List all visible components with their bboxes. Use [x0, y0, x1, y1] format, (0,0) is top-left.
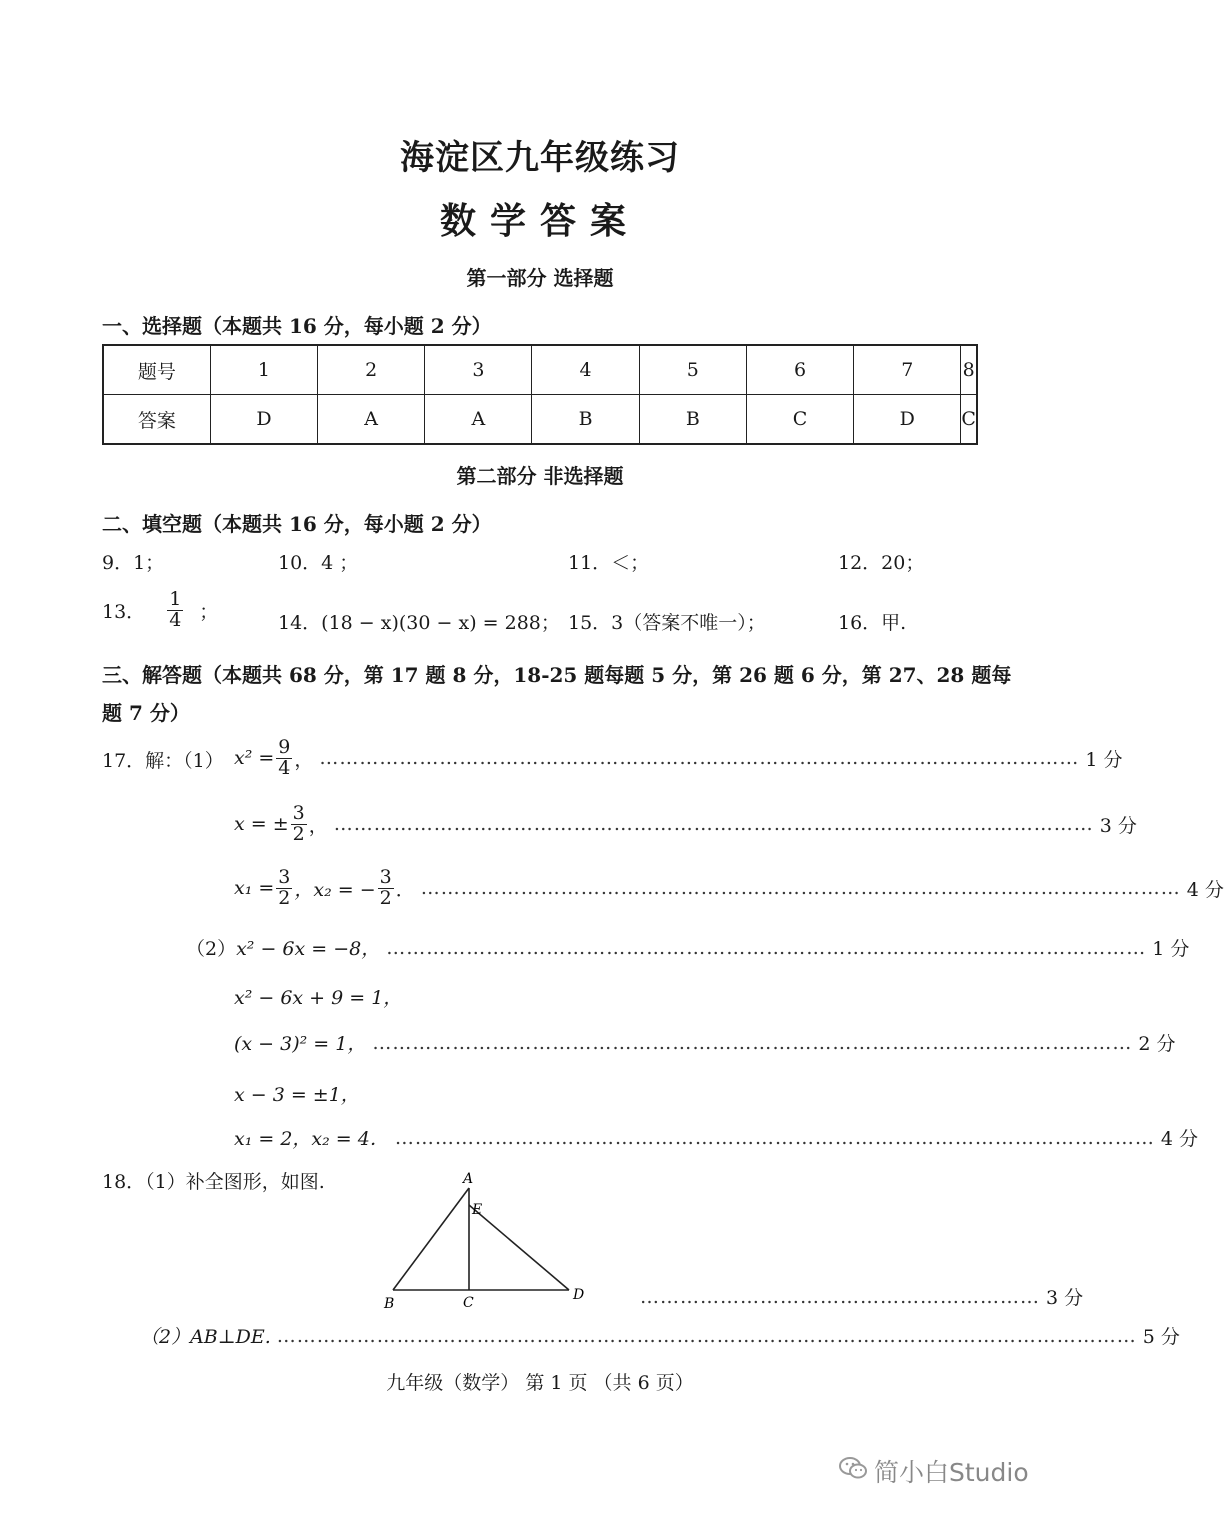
choice-section-title: 一、选择题（本题共 16 分，每小题 2 分） [102, 314, 492, 338]
numerator: 3 [278, 865, 291, 888]
answer-q9: 9．1； [102, 552, 165, 574]
score: 1 分 [1152, 938, 1190, 960]
eq-part: ，x₂ = − [294, 878, 376, 901]
table-cell: 2 [318, 345, 425, 395]
eq-end: ． [395, 878, 415, 901]
table-cell: A [425, 395, 532, 445]
watermark-text: 简小白Studio [874, 1458, 1029, 1487]
part-label: （2） [186, 938, 237, 960]
table-row-label: 答案 [103, 395, 210, 445]
q17-part2-line5 [234, 1124, 1198, 1151]
denominator: 2 [278, 886, 291, 909]
leader-dots: …………………………………………………………………………………………………… [372, 1031, 1133, 1054]
segment-ed [469, 1205, 569, 1290]
table-row-label: 题号 [103, 345, 210, 395]
answer-table [102, 344, 978, 445]
watermark [838, 1453, 1029, 1489]
table-cell: 1 [210, 345, 317, 395]
score: 4 分 [1186, 878, 1224, 901]
page-title: 海淀区九年级练习 [400, 138, 680, 178]
eq-lhs: x = ± [234, 813, 289, 835]
q17-label: 17．解：（1） [102, 750, 224, 772]
part2-heading: 第二部分 非选择题 [456, 464, 624, 488]
vertex-label-c: C [463, 1295, 474, 1311]
answer-q15: 15．3（答案不唯一）； [568, 612, 766, 634]
denominator: 4 [278, 756, 291, 779]
score: 2 分 [1138, 1033, 1176, 1055]
triangle-figure [376, 1168, 596, 1313]
q18-part2 [140, 1322, 1180, 1349]
answer-q14: 14．(18 − x)(30 − x) = 288； [278, 612, 560, 634]
table-cell: B [532, 395, 639, 445]
eq-end: ， [294, 748, 314, 771]
table-cell: D [210, 395, 317, 445]
numerator: 3 [379, 865, 392, 888]
score: 5 分 [1142, 1326, 1180, 1348]
q13-end: ； [199, 600, 219, 623]
numerator: 3 [292, 801, 305, 824]
equation: x² − 6x = −8， [236, 938, 381, 960]
equation: x² − 6x + 9 = 1， [234, 987, 403, 1009]
solve-section-title: 三、解答题（本题共 68 分，第 17 题 8 分，18-25 题每题 5 分，第 26 题 6 分，第 27、28 题每 [102, 663, 1012, 687]
table-cell: A [318, 395, 425, 445]
q17-line2 [234, 798, 1137, 850]
q18-figure-score [634, 1283, 1084, 1310]
q18-label: 18．（1）补全图形，如图. [102, 1171, 325, 1193]
answer-q12: 12．20； [838, 552, 925, 574]
segment-ab [393, 1188, 469, 1290]
page-footer: 九年级（数学） 第 1 页 （共 6 页） [386, 1372, 694, 1394]
leader-dots: …………………………………………………………………………………………………… [420, 877, 1181, 899]
numerator: 9 [278, 735, 291, 758]
eq-end: ， [308, 814, 328, 837]
fraction [276, 865, 292, 909]
table-cell: D [854, 395, 961, 445]
table-cell: 6 [746, 345, 853, 395]
q13-fraction [167, 587, 183, 631]
table-cell: B [639, 395, 746, 445]
q17-part2-line1 [186, 934, 1190, 961]
equation: x₁ = 2，x₂ = 4． [234, 1128, 389, 1150]
q13-label: 13． [102, 600, 146, 623]
leader-dots: …………………………………………………………………………………………………… [386, 936, 1147, 959]
eq-part: x₁ = [234, 877, 275, 899]
fraction [276, 735, 292, 779]
table-cell: 4 [532, 345, 639, 395]
score: 3 分 [1046, 1287, 1084, 1309]
answer-text: （2）AB⊥DE. [140, 1326, 271, 1348]
answer-q16: 16．甲. [838, 612, 907, 634]
part1-heading: 第一部分 选择题 [466, 266, 614, 290]
table-cell: 8 [961, 345, 977, 395]
answer-q10: 10．4 ； [278, 552, 359, 574]
score: 3 分 [1099, 814, 1137, 837]
table-row-numbers [103, 345, 977, 395]
table-row-answers [103, 395, 977, 445]
page-subtitle: 数学答案 [439, 200, 640, 242]
vertex-label-a: A [463, 1171, 474, 1187]
fraction [378, 865, 394, 909]
denominator: 4 [169, 608, 182, 631]
vertex-label-b: B [384, 1296, 395, 1312]
vertex-label-d: D [573, 1287, 585, 1303]
eq-lhs: x² = [234, 747, 275, 769]
table-cell: 5 [639, 345, 746, 395]
answer-q13 [102, 580, 218, 640]
wechat-icon [838, 1455, 868, 1487]
fraction [291, 801, 307, 845]
equation: (x − 3)² = 1， [234, 1033, 367, 1055]
leader-dots: …………………………………………………………………………………………………… [319, 747, 1080, 769]
leader-dots: ………………………………………………………………………………………………………………… [276, 1324, 1137, 1347]
denominator: 2 [292, 822, 305, 845]
leader-dots: …………………………………………………………………………………………………… [394, 1126, 1155, 1149]
vertex-label-e: E [472, 1202, 483, 1218]
q17-part2-line3 [234, 1029, 1176, 1056]
answer-q11: 11．＜； [568, 552, 650, 574]
leader-dots: …………………………………………………… [640, 1285, 1040, 1308]
score: 1 分 [1085, 748, 1123, 771]
score: 4 分 [1160, 1128, 1198, 1150]
table-cell: C [746, 395, 853, 445]
equation: x − 3 = ±1， [234, 1084, 360, 1106]
denominator: 2 [379, 886, 392, 909]
leader-dots: …………………………………………………………………………………………………… [333, 813, 1094, 835]
q17-line3 [234, 862, 1224, 914]
numerator: 1 [169, 587, 182, 610]
table-cell: 7 [854, 345, 961, 395]
q17-line1 [234, 732, 1123, 784]
solve-section-title-cont: 题 7 分） [102, 701, 190, 725]
fill-section-title: 二、填空题（本题共 16 分，每小题 2 分） [102, 512, 492, 536]
table-cell: C [961, 395, 977, 445]
table-cell: 3 [425, 345, 532, 395]
